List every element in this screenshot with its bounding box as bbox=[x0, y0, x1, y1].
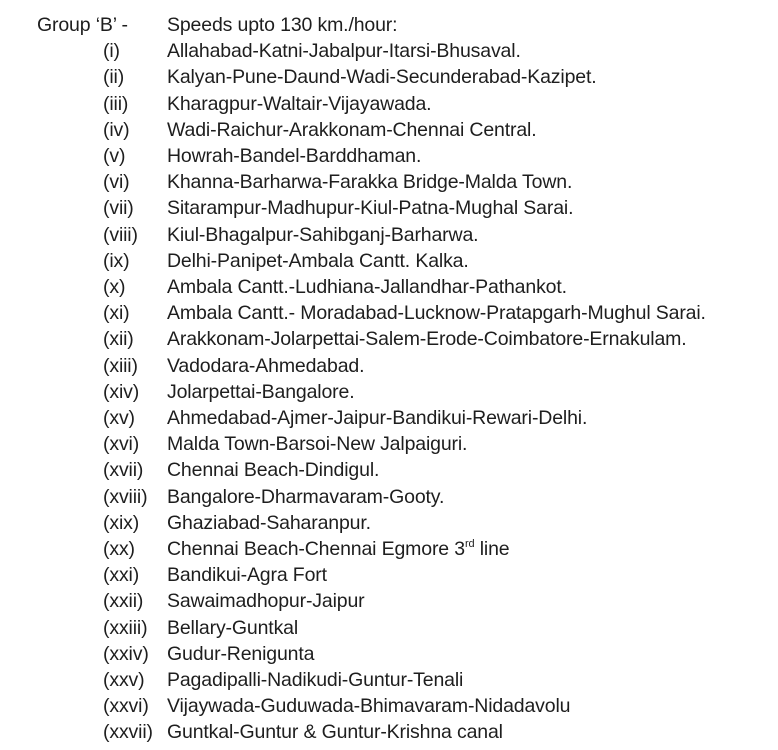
route-text bbox=[167, 248, 469, 274]
route-number: (xii) bbox=[103, 328, 134, 351]
route-text bbox=[167, 169, 572, 195]
route-text bbox=[167, 143, 421, 169]
route-list-item bbox=[0, 117, 778, 143]
route-text bbox=[167, 536, 509, 562]
group-title: Speeds upto 130 km./hour: bbox=[167, 14, 398, 36]
route-number: (xxiii) bbox=[103, 616, 148, 639]
route-name: Kiul-Bhagalpur-Sahibganj-Barharwa. bbox=[167, 223, 479, 246]
route-text bbox=[167, 300, 706, 326]
route-name: Kalyan-Pune-Daund-Wadi-Secunderabad-Kazipet. bbox=[167, 66, 597, 89]
route-number: (xi) bbox=[103, 302, 130, 325]
route-number: (xxii) bbox=[103, 590, 144, 613]
route-name: Ambala Cantt.- Moradabad-Lucknow-Pratapgarh-Mughul Sarai. bbox=[167, 302, 706, 325]
route-text bbox=[167, 222, 478, 248]
route-list-item bbox=[0, 143, 778, 169]
route-list-item bbox=[0, 326, 778, 352]
route-name: Khanna-Barharwa-Farakka Bridge-Malda Town. bbox=[167, 171, 573, 194]
route-name: Bangalore-Dharmavaram-Gooty. bbox=[167, 485, 445, 508]
route-number: (xviii) bbox=[103, 485, 148, 508]
route-list-item bbox=[0, 588, 778, 614]
route-number: (xxv) bbox=[103, 669, 145, 691]
route-name: Vadodara-Ahmedabad. bbox=[167, 354, 365, 377]
route-list-item bbox=[0, 562, 778, 588]
route-number: (xix) bbox=[103, 511, 140, 534]
route-list-item bbox=[0, 693, 778, 719]
route-name: Bandikui-Agra Fort bbox=[167, 564, 327, 587]
route-list-item bbox=[0, 169, 778, 195]
route-number: (xxiv) bbox=[103, 642, 149, 665]
route-list-item bbox=[0, 300, 778, 326]
route-name: Ghaziabad-Saharanpur. bbox=[167, 511, 371, 534]
route-text bbox=[167, 274, 567, 300]
route-number: (xxvii) bbox=[103, 721, 153, 744]
route-list-item bbox=[0, 195, 778, 221]
route-number: (viii) bbox=[103, 223, 138, 246]
route-number: (iii) bbox=[103, 92, 129, 115]
route-list-item bbox=[0, 719, 778, 745]
route-number: (iv) bbox=[103, 118, 130, 141]
route-text bbox=[167, 457, 379, 483]
route-list-item bbox=[0, 274, 778, 300]
route-text bbox=[167, 405, 587, 431]
route-name: Guntkal-Guntur & Guntur-Krishna canal bbox=[167, 721, 503, 744]
route-text bbox=[167, 719, 503, 745]
route-list-item bbox=[0, 431, 778, 457]
route-name-suffix: line bbox=[474, 538, 510, 560]
ordinal-superscript: rd bbox=[464, 538, 475, 550]
route-name: Delhi-Panipet-Ambala Cantt. Kalka. bbox=[167, 249, 469, 272]
route-number: (i) bbox=[103, 40, 120, 63]
route-number: (xxvi) bbox=[103, 695, 149, 718]
route-list-item bbox=[0, 457, 778, 483]
route-name: Howrah-Bandel-Barddhaman. bbox=[167, 145, 422, 167]
route-text bbox=[167, 431, 467, 457]
route-name: Chennai Beach-Chennai Egmore 3 bbox=[167, 538, 465, 560]
route-number: (xxi) bbox=[103, 564, 140, 587]
route-name: Gudur-Renigunta bbox=[167, 642, 315, 665]
route-number: (ii) bbox=[103, 66, 125, 89]
route-text bbox=[167, 195, 573, 221]
route-number: (xv) bbox=[103, 407, 135, 429]
route-text bbox=[167, 326, 687, 352]
group-label: Group ‘B’ - bbox=[37, 14, 128, 36]
route-name: Ambala Cantt.-Ludhiana-Jallandhar-Pathankot. bbox=[167, 276, 567, 298]
route-text bbox=[167, 667, 463, 693]
route-name: Pagadipalli-Nadikudi-Guntur-Tenali bbox=[167, 669, 464, 691]
route-list-item bbox=[0, 248, 778, 274]
route-number: (vii) bbox=[103, 197, 134, 220]
route-list-item bbox=[0, 353, 778, 379]
route-list-item bbox=[0, 379, 778, 405]
route-name: Kharagpur-Waltair-Vijayawada. bbox=[167, 92, 432, 115]
route-text bbox=[167, 38, 521, 64]
route-list-item bbox=[0, 91, 778, 117]
route-list-item bbox=[0, 510, 778, 536]
route-text bbox=[167, 641, 314, 667]
route-name: Malda Town-Barsoi-New Jalpaiguri. bbox=[167, 433, 468, 456]
route-number: (v) bbox=[103, 145, 126, 167]
route-list-item bbox=[0, 484, 778, 510]
route-name: Jolarpettai-Bangalore. bbox=[167, 380, 355, 403]
route-number: (xx) bbox=[103, 538, 135, 560]
route-text bbox=[167, 693, 570, 719]
route-text bbox=[167, 117, 537, 143]
route-list-item bbox=[0, 667, 778, 693]
route-name: Vijaywada-Guduwada-Bhimavaram-Nidadavolu bbox=[167, 695, 571, 718]
route-list-item bbox=[0, 641, 778, 667]
route-list-item bbox=[0, 222, 778, 248]
route-name: Sawaimadhopur-Jaipur bbox=[167, 590, 365, 613]
route-text bbox=[167, 484, 444, 510]
route-name: Sitarampur-Madhupur-Kiul-Patna-Mughal Sarai. bbox=[167, 197, 574, 220]
route-number: (xvii) bbox=[103, 459, 144, 482]
route-list-item bbox=[0, 64, 778, 90]
route-text bbox=[167, 588, 365, 614]
route-text bbox=[167, 353, 364, 379]
route-list-item bbox=[0, 38, 778, 64]
route-name: Ahmedabad-Ajmer-Jaipur-Bandikui-Rewari-Delhi. bbox=[167, 407, 588, 429]
route-number: (x) bbox=[103, 276, 126, 298]
route-name: Bellary-Guntkal bbox=[167, 616, 299, 639]
route-name: Allahabad-Katni-Jabalpur-Itarsi-Bhusaval. bbox=[167, 40, 521, 63]
route-text bbox=[167, 510, 371, 536]
group-heading-row bbox=[0, 12, 778, 38]
route-list-item bbox=[0, 405, 778, 431]
route-number: (ix) bbox=[103, 249, 130, 272]
route-number: (xiv) bbox=[103, 380, 140, 403]
route-text bbox=[167, 379, 354, 405]
route-name: Arakkonam-Jolarpettai-Salem-Erode-Coimbatore-Ernakulam. bbox=[167, 328, 687, 351]
route-number: (vi) bbox=[103, 171, 130, 194]
route-number: (xiii) bbox=[103, 354, 138, 377]
route-text bbox=[167, 64, 597, 90]
route-text bbox=[167, 562, 327, 588]
route-name: Wadi-Raichur-Arakkonam-Chennai Central. bbox=[167, 118, 537, 141]
route-number: (xvi) bbox=[103, 433, 140, 456]
route-list-item bbox=[0, 536, 778, 562]
route-name: Chennai Beach-Dindigul. bbox=[167, 459, 380, 482]
route-text bbox=[167, 615, 298, 641]
route-list-item bbox=[0, 615, 778, 641]
route-text bbox=[167, 91, 431, 117]
